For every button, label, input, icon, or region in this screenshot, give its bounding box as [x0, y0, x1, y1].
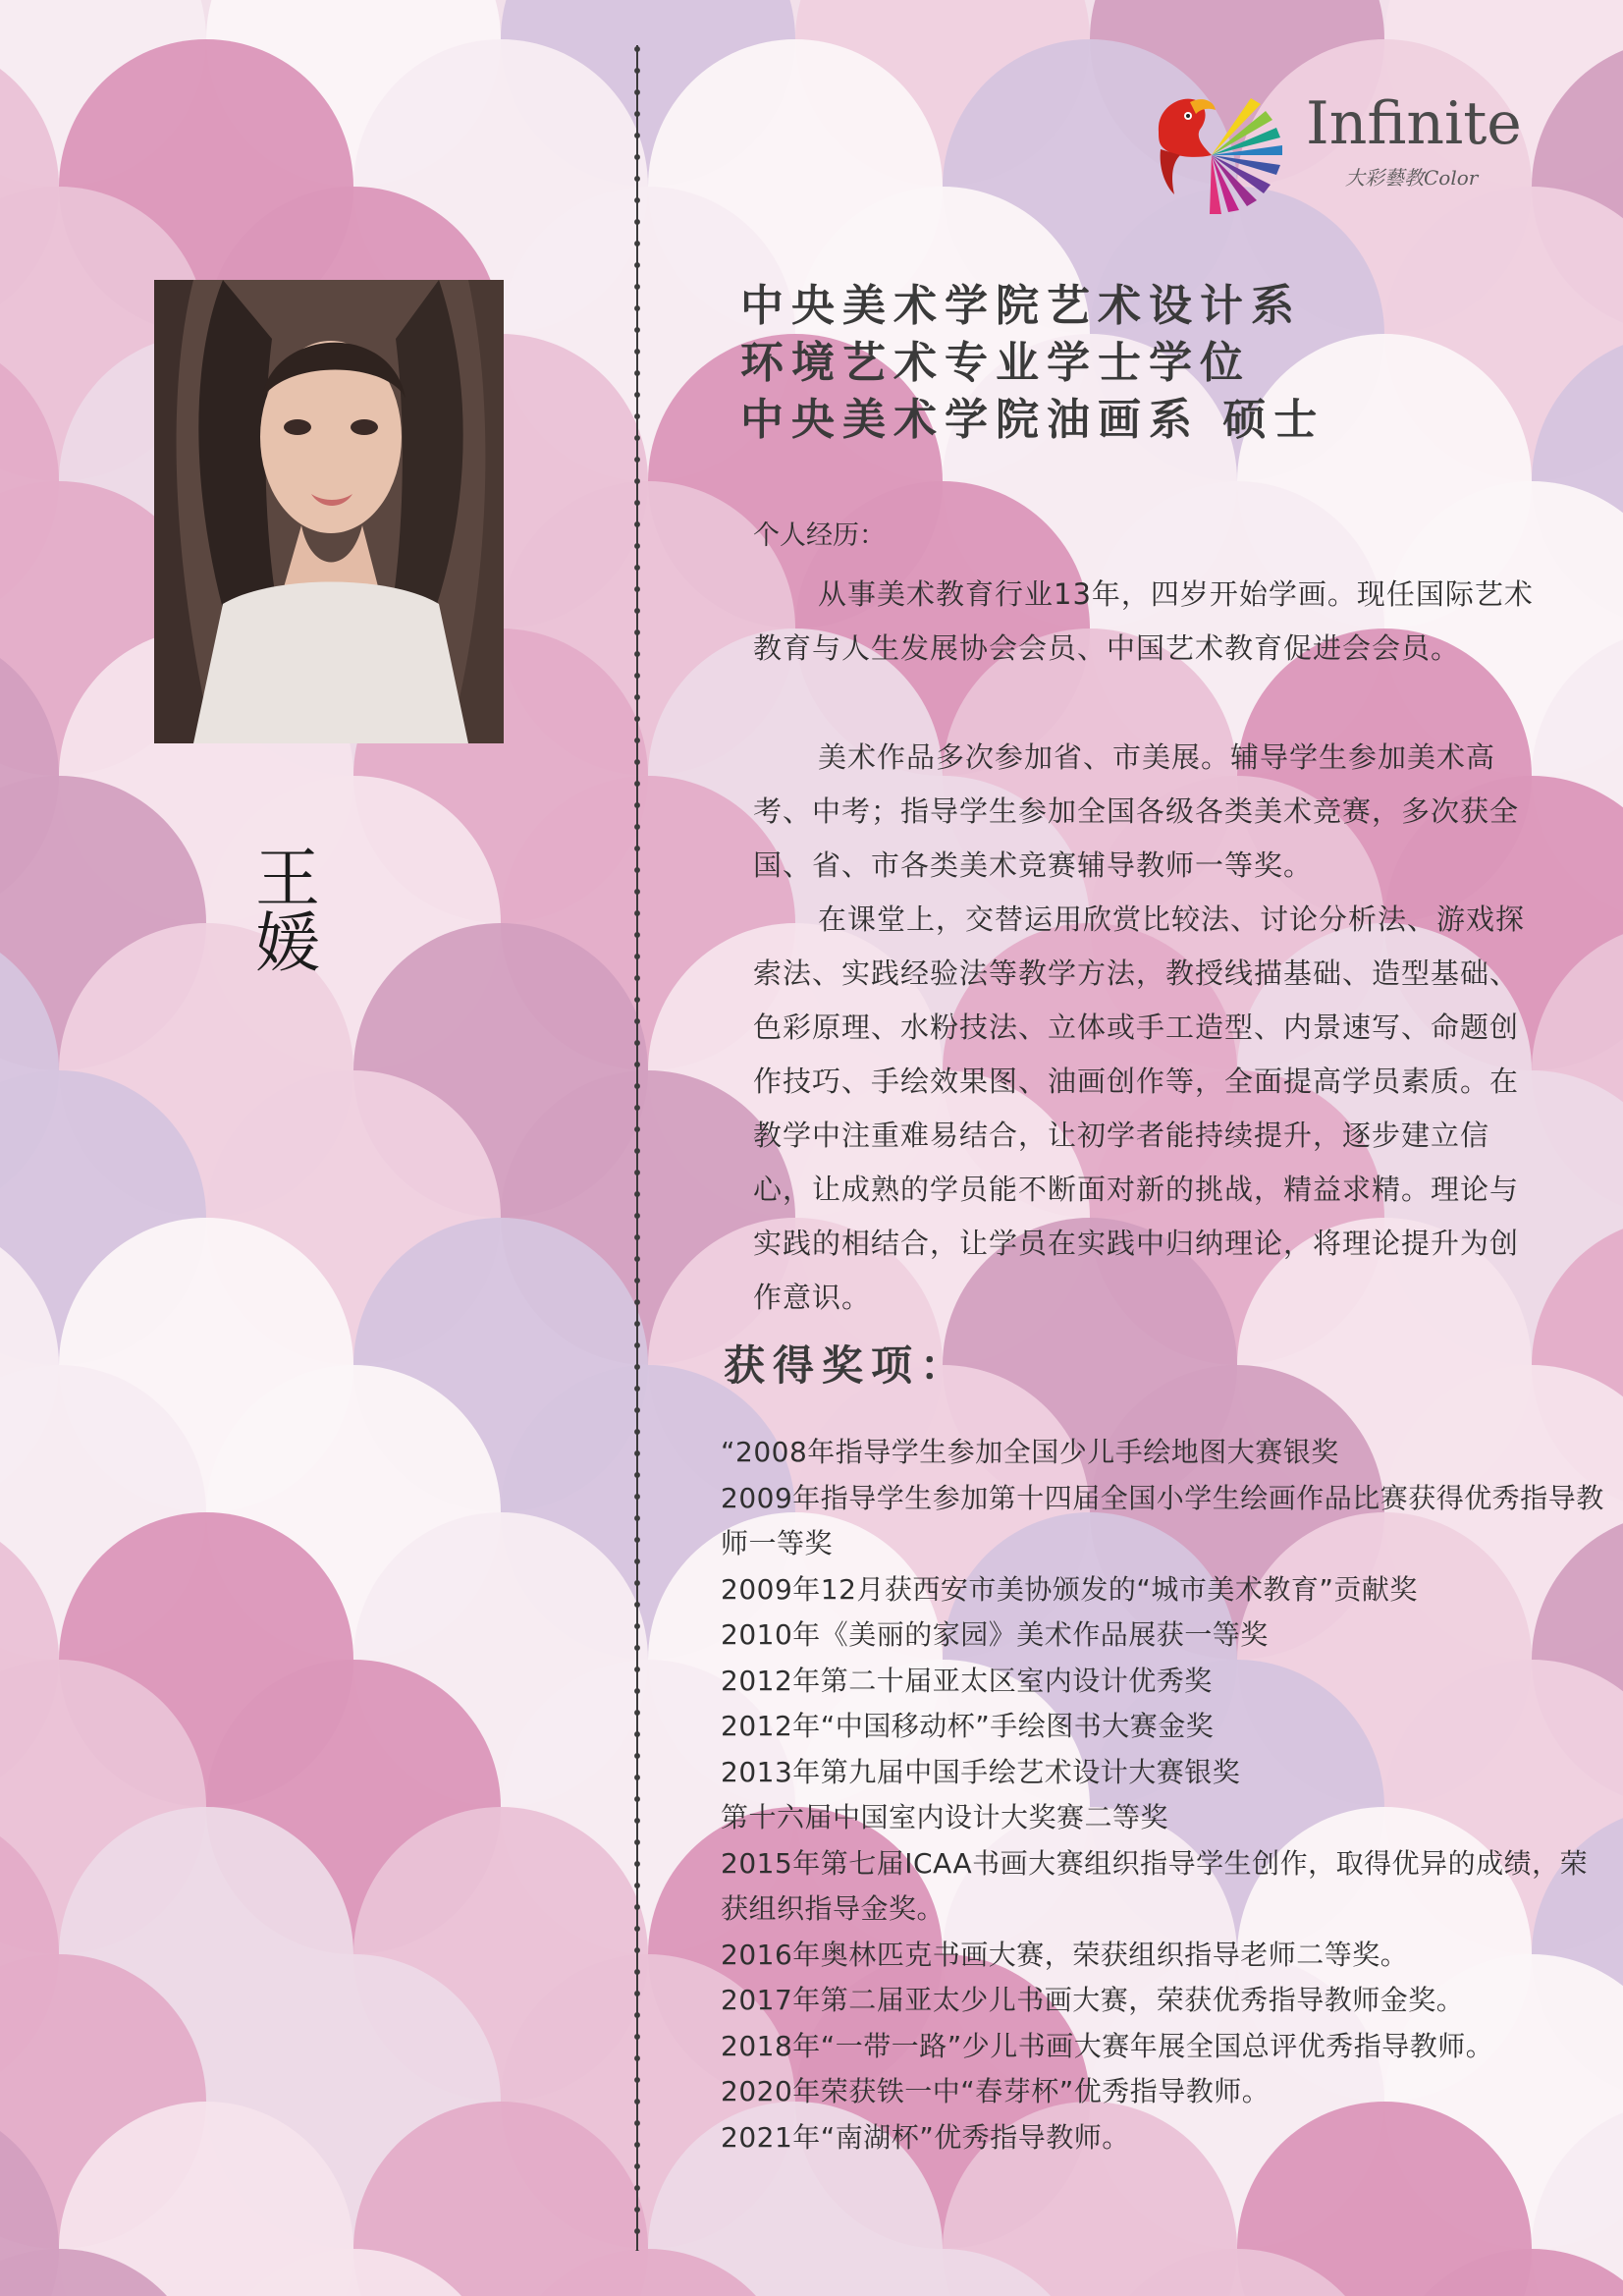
award-item: 2010年《美丽的家园》美术作品展获一等奖	[721, 1618, 1269, 1651]
award-item: 2018年“一带一路”少儿书画大赛年展全国总评优秀指导教师。	[721, 2029, 1494, 2062]
experience-heading: 个人经历：	[753, 520, 886, 551]
award-item: 2015年第七届ICAA书画大赛组织指导学生创作，取得优异的成绩，荣获组织指导金奖。	[721, 1846, 1589, 1925]
teacher-name: 王 媛	[255, 841, 344, 981]
portrait-photo	[154, 280, 504, 743]
brand-logo	[1151, 86, 1543, 214]
brand-wordmark: Infinite	[1306, 89, 1522, 158]
awards-heading: 获得奖项：	[724, 1341, 970, 1390]
degree-list	[740, 278, 1325, 449]
degree-line: 环境艺术专业学士学位	[740, 338, 1251, 388]
award-item: 2016年奥林匹克书画大赛，荣获组织指导老师二等奖。	[721, 1938, 1409, 1971]
experience-paragraph: 在课堂上，交替运用欣赏比较法、讨论分析法、游戏探索法、实践经验法等教学方法，教授线描基础、造型基础、色彩原理、水粉技法、立体或手工造型、内景速写、命题创作技巧、手绘效果图、油画创作等，全面提高学员素质。在教学中注重难易结合，让初学者能持续提升，逐步建立信心，让成熟的学员能不断面对新的挑战，精益求精。理论与实践的相结合，让学员在实践中归纳理论，将理论提升为创作意识。	[753, 902, 1526, 1314]
award-item: “2008年指导学生参加全国少儿手绘地图大赛银奖	[721, 1436, 1339, 1468]
parrot-icon	[1151, 86, 1298, 214]
award-item: 第十六届中国室内设计大奖赛二等奖	[721, 1801, 1169, 1833]
experience-paragraph: 从事美术教育行业13年，四岁开始学画。现任国际艺术教育与人生发展协会会员、中国艺术教育促进会会员。	[753, 577, 1534, 665]
award-item: 2012年“中国移动杯”手绘图书大赛金奖	[721, 1710, 1215, 1742]
award-item: 2017年第二届亚太少儿书画大赛，荣获优秀指导教师金奖。	[721, 1984, 1465, 2016]
award-item: 2009年指导学生参加第十四届全国小学生绘画作品比赛获得优秀指导教师一等奖	[721, 1481, 1604, 1559]
degree-line: 中央美术学院艺术设计系	[740, 281, 1302, 331]
awards-list	[721, 1430, 1604, 2160]
award-item: 2021年“南湖杯”优秀指导教师。	[721, 2120, 1130, 2154]
award-item: 2009年12月获西安市美协颁发的“城市美术教育”贡献奖	[721, 1572, 1418, 1606]
brand-subtitle: 大彩藝教Color	[1345, 166, 1479, 190]
award-item: 2020年荣获铁一中“春芽杯”优秀指导教师。	[721, 2075, 1271, 2107]
award-item: 2013年第九届中国手绘艺术设计大赛银奖	[721, 1755, 1241, 1788]
award-item: 2012年第二十届亚太区室内设计优秀奖	[721, 1664, 1213, 1697]
experience-paragraph: 美术作品多次参加省、市美展。辅导学生参加美术高考、中考；指导学生参加全国各级各类美术竞赛，多次获全国、省、市各类美术竞赛辅导教师一等奖。	[753, 740, 1520, 882]
dotted-divider	[633, 45, 641, 2251]
degree-line: 中央美术学院油画系 硕士	[740, 395, 1325, 445]
